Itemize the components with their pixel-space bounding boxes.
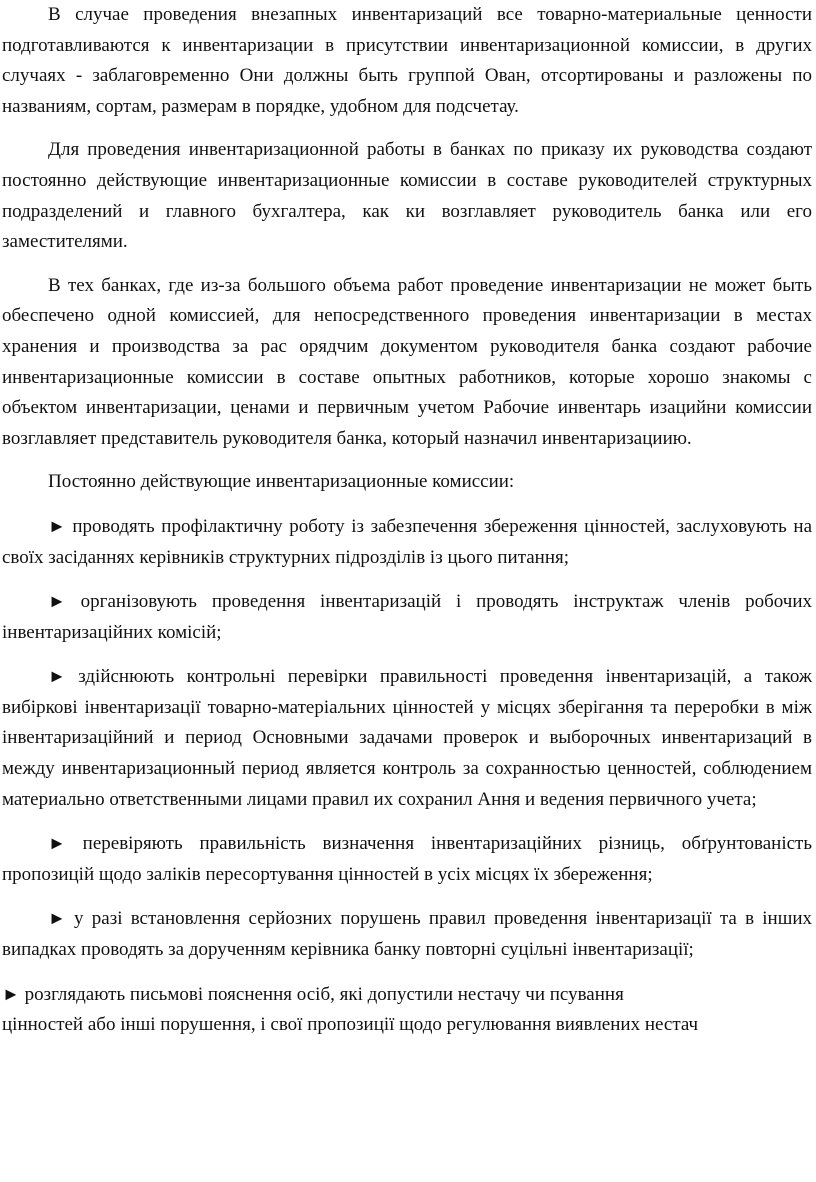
bullet-text-line2: цінностей або інші порушення, і свої пропозиції щодо регулювання виявлених нестач xyxy=(2,1014,699,1036)
bullet-arrow-icon: ► xyxy=(2,983,20,1004)
bullet-text: у разі встановлення серйозних порушень правил проведення інвентаризації та в інших випадках проводять за дорученням керівника банку повторні суцільні інвентаризації; xyxy=(2,908,812,961)
paragraph-commission-composition: Для проведения инвентаризационной работы в банках по приказу их руководства создают постоянно действующие инвентаризационные комиссии в составе руководителей структурных подразделений и главного бухгалтера, как ки возглавляет руководитель банка или его заместителями. xyxy=(2,139,812,253)
bullet-arrow-icon: ► xyxy=(48,591,66,612)
bullet-text-line1: розглядають письмові пояснення осіб, які допустили нестачу чи псування xyxy=(24,983,624,1005)
bullet-item-3 xyxy=(2,661,812,815)
bullet-arrow-icon: ► xyxy=(48,515,66,536)
paragraph-sudden-inventory: В случае проведения внезапных инвентаризаций все товарно-материальные ценности подготавливаются к инвентаризации в присутствии инвентаризационной комиссии, в других случаях - заблаговременно Они должны быть группой Ован, отсортированы и разложены по названиям, сортам, размерам в порядке, удобном для подсчетау. xyxy=(2,4,812,117)
bullet-item-2 xyxy=(2,586,812,648)
bullet-item-1 xyxy=(2,511,812,573)
bullet-item-4 xyxy=(2,828,812,890)
bullet-item-5 xyxy=(2,903,812,965)
paragraph-standing-commissions-intro: Постоянно действующие инвентаризационные комиссии: xyxy=(48,471,515,493)
bullet-text: перевіряють правильність визначення інвентаризаційних різниць, обґрунтованість пропозицій щодо заліків пересортування цінностей в усіх місцях їх збереження; xyxy=(2,833,813,885)
bullet-arrow-icon: ► xyxy=(48,908,66,929)
bullet-item-6 xyxy=(2,979,812,1041)
bullet-text: здійснюють контрольні перевірки правильності проведення інвентаризацій, а також вибіркові інвентаризації товарно-матеріальних цінностей у місцях зберігання та переробки в між інвентаризаційний и период Основными задачами проверок и выборочных инвентаризаций в между инвентаризационный период является контроль за сохранностью ценностей, соблюдением материально ответственными лицами правил их сохранил Ання и ведения первичного учета; xyxy=(2,666,813,810)
bullet-arrow-icon: ► xyxy=(48,666,66,687)
paragraph-working-commissions: В тех банках, где из-за большого объема работ проведение инвентаризации не может быть обеспечено одной комиссией, для непосредственного проведения инвентаризации в местах хранения и производства за рас орядчим документом руководителя банка создают рабочие инвентаризационные комиссии в составе опытных работников, которые хорошо знакомы с объектом инвентаризации, ценами и первичным учетом Рабочие инвентарь изацийни комиссии возглавляет представитель руководителя банка, который назначил инвентаризациию. xyxy=(2,274,812,449)
bullet-arrow-icon: ► xyxy=(48,833,66,854)
bullet-text: проводять профілактичну роботу із забезпечення збереження цінностей, заслуховують на своїх засіданнях керівників структурних підрозділів із цього питання; xyxy=(2,515,812,568)
bullet-text: організовують проведення інвентаризацій і проводять інструктаж членів робочих інвентаризаційних комісій; xyxy=(2,591,812,643)
